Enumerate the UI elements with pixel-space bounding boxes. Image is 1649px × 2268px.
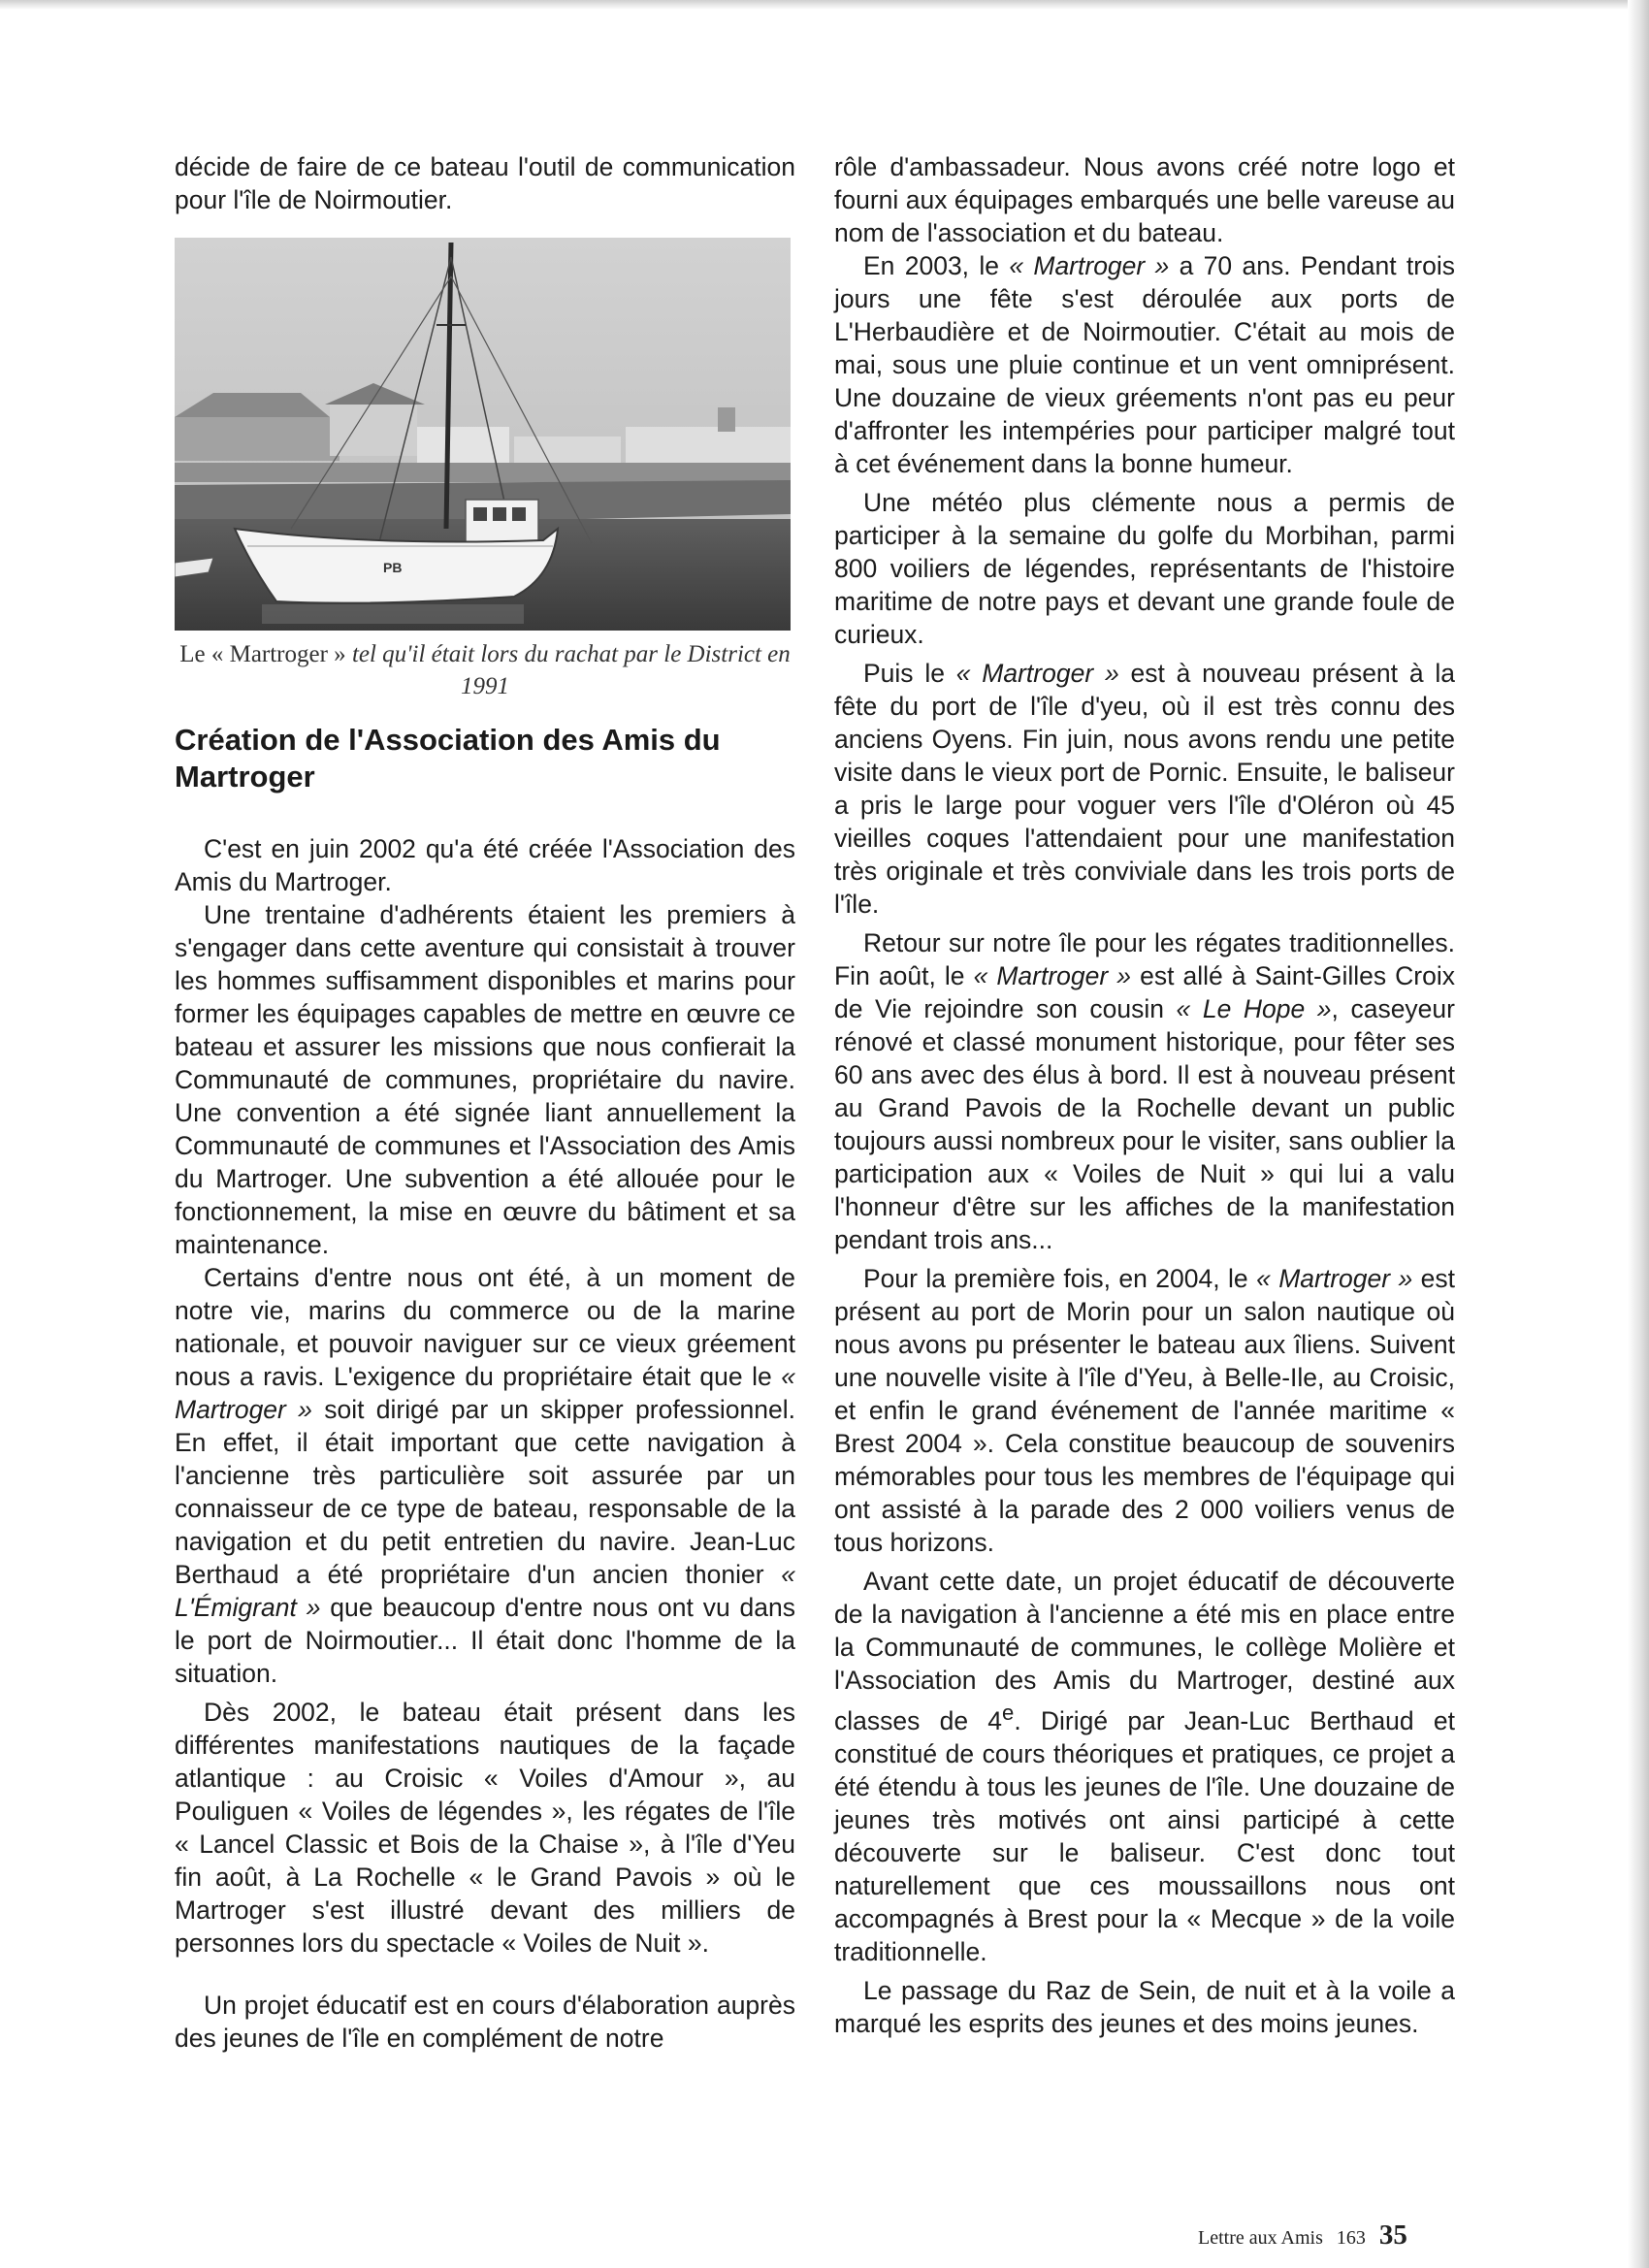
right-paragraph-6: Pour la première fois, en 2004, le « Martroger » est présent au port de Morin pour un salon nautique où nous avons pu présenter le bateau aux îliens. Suivent une nouvelle visite à l'île d'Yeu, à Belle-Ile, au Croisic, et enfin le grand événement de l'année maritime « Brest 2004 ». Cela constitue beaucoup de souvenirs mémorables pour tous les membres de l'équipage qui ont assisté à la parade des 2 000 voiliers venus de tous horizons. bbox=[834, 1264, 1455, 1557]
page-top-edge bbox=[0, 0, 1649, 10]
right-paragraph-1: rôle d'ambassadeur. Nous avons créé notre logo et fourni aux équipages embarqués une belle vareuse au nom de l'association et du bateau. bbox=[834, 152, 1455, 247]
right-column bbox=[834, 150, 1455, 2040]
page-number: 35 bbox=[1378, 2219, 1407, 2251]
left-column bbox=[175, 150, 795, 2055]
right-paragraph-7: Avant cette date, un projet éducatif de découverte de la navigation à l'ancienne a été mis en place entre la Communauté de communes, le collège Molière et l'Association des Amis du Martroger, destiné aux classes de 4e. Dirigé par Jean-Luc Berthaud et constitué de cours théoriques et pratiques, ce projet a été étendu à tous les jeunes de l'île. Une douzaine de jeunes très motivés ont ainsi participé à cette découverte sur le baliseur. C'est donc tout naturellement que ces moussaillons nous ont accompagnés à Brest pour la « Mecque » de la voile traditionnelle. bbox=[834, 1567, 1455, 1966]
left-paragraph-2: Une trentaine d'adhérents étaient les premiers à s'engager dans cette aventure qui consistait à trouver les hommes suffisamment disponibles et marins pour former les équipages capables de mettre en œuvre ce bateau et assurer les missions que nous confierait la Communauté de communes, propriétaire du navire. Une convention a été signée liant annuellement la Communauté de communes et l'Association des Amis du Martroger. Une subvention a été allouée pour le fonctionnement, la mise en œuvre du bâtiment et sa maintenance. bbox=[175, 900, 795, 1259]
left-paragraph-1: C'est en juin 2002 qu'a été créée l'Association des Amis du Martroger. bbox=[175, 834, 795, 896]
left-paragraph-4: Dès 2002, le bateau était présent dans les différentes manifestations nautiques de la façade atlantique : au Croisic « Voiles d'Amour », au Pouliguen « Voiles de légendes », les régates de l'île « Lancel Classic et Bois de la Chaise », à l'île d'Yeu fin août, à La Rochelle « le Grand Pavois » où le Martroger s'est illustré devant des milliers de personnes lors du spectacle « Voiles de Nuit ». bbox=[175, 1698, 795, 1958]
right-paragraph-8: Le passage du Raz de Sein, de nuit et à la voile a marqué les esprits des jeunes et des moins jeunes. bbox=[834, 1975, 1455, 2038]
right-paragraph-3: Une météo plus clémente nous a permis de participer à la semaine du golfe du Morbihan, parmi 800 voiliers de légendes, représentants de l'histoire maritime de notre pays et devant une grande foule de curieux. bbox=[834, 488, 1455, 649]
section-title: Création de l'Association des Amis du Martroger bbox=[175, 723, 721, 794]
photo-caption: Le « Martroger » tel qu'il était lors du rachat par le District en 1991 bbox=[179, 641, 791, 699]
hull-marking: PB bbox=[383, 560, 403, 575]
boat-photo bbox=[175, 238, 791, 631]
left-paragraph-3: Certains d'entre nous ont été, à un moment de notre vie, marins du commerce ou de la marine nationale, et pouvoir naviguer sur ce vieux gréement nous a ravis. L'exigence du propriétaire était que le « Martroger » soit dirigé par un skipper professionnel. En effet, il était important que cette navigation à l'ancienne très particulière soit assurée par un connaisseur de ce type de bateau, responsable de la navigation et du petit entretien du navire. Jean-Luc Berthaud a été propriétaire d'un ancien thonier « L'Émigrant » que beaucoup d'entre nous ont vu dans le port de Noirmoutier... Il était donc l'homme de la situation. bbox=[175, 1263, 796, 1688]
right-paragraph-4: Puis le « Martroger » est à nouveau présent à la fête du port de l'île d'yeu, où il est très connu des anciens Oyens. Fin juin, nous avons rendu une petite visite dans le vieux port de Pornic. Ensuite, le baliseur a pris le large pour voguer vers l'île d'Oléron où 45 vieilles coques l'attendaient pour une manifestation très originale et très conviviale dans les trois ports de l'île. bbox=[834, 659, 1455, 919]
intro-paragraph: décide de faire de ce bateau l'outil de communication pour l'île de Noirmoutier. bbox=[175, 152, 795, 214]
issue-number: 163 bbox=[1336, 2227, 1366, 2249]
left-paragraph-5: Un projet éducatif est en cours d'élaboration auprès des jeunes de l'île en complément de notre bbox=[175, 1991, 795, 2053]
publication-name: Lettre aux Amis bbox=[1198, 2227, 1323, 2249]
page-footer bbox=[1198, 2219, 1407, 2252]
right-paragraph-2: En 2003, le « Martroger » a 70 ans. Pendant trois jours une fête s'est déroulée aux ports de L'Herbaudière et de Noirmoutier. C'était au mois de mai, sous une pluie continue et un vent omniprésent. Une douzaine de vieux gréements n'ont pas eu peur d'affronter les intempéries pour participer malgré tout à cet événement dans la bonne humeur. bbox=[834, 251, 1455, 478]
right-paragraph-5: Retour sur notre île pour les régates traditionnelles. Fin août, le « Martroger » est allé à Saint-Gilles Croix de Vie rejoindre son cousin « Le Hope », caseyeur rénové et classé monument historique, pour fêter ses 60 ans avec des élus à bord. Il est à nouveau présent au Grand Pavois de la Rochelle devant un public toujours aussi nombreux pour le visiter, sans oublier la participation aux « Voiles de Nuit » qui lui a valu l'honneur d'être sur les affiches de la manifestation pendant trois ans... bbox=[834, 928, 1455, 1254]
page-binding-shadow bbox=[1628, 0, 1649, 2268]
